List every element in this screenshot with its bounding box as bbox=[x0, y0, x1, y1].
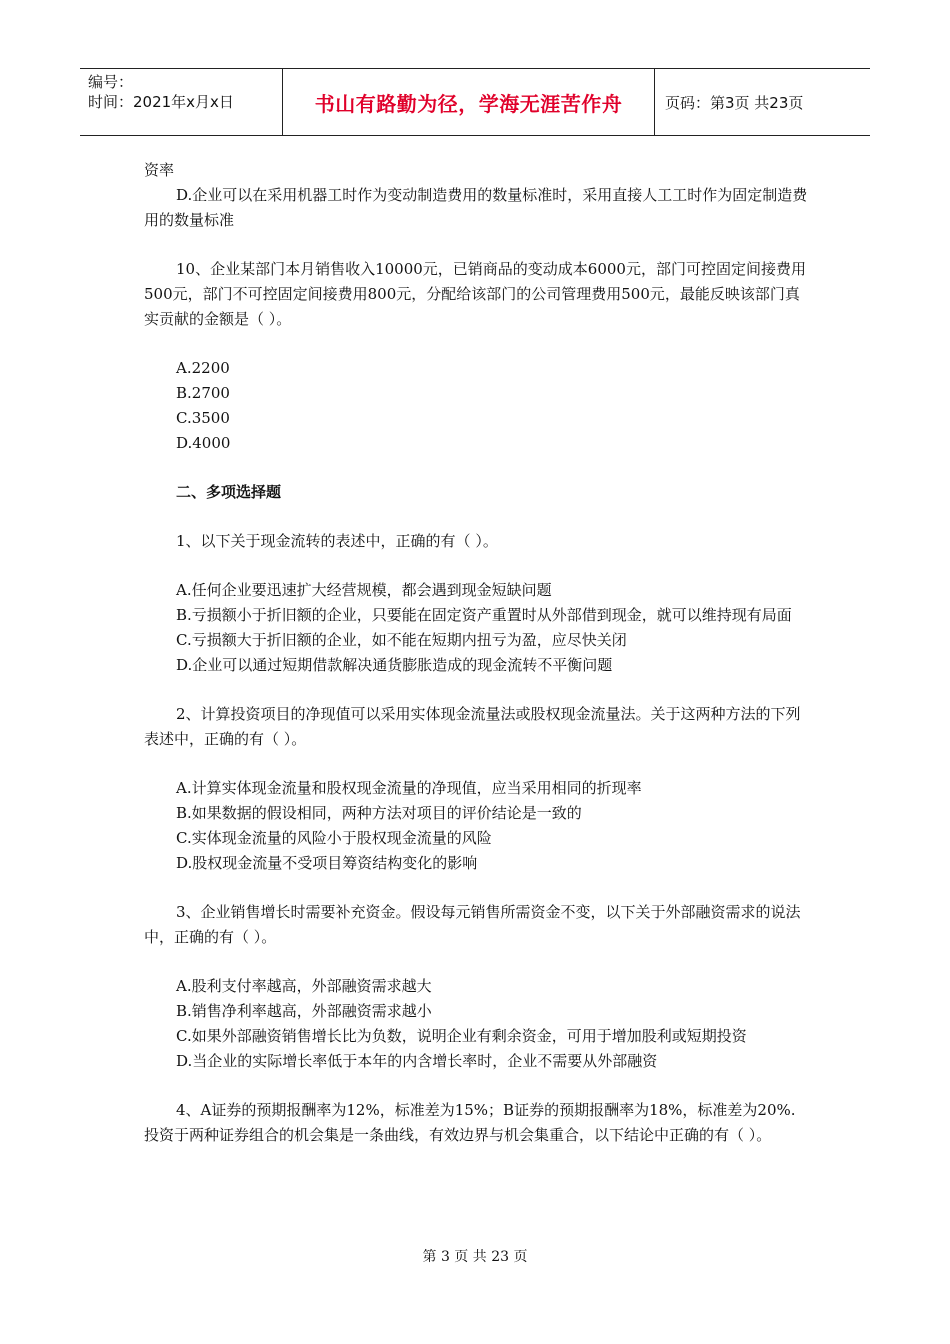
m3-stem: 3、企业销售增长时需要补充资金。假设每元销售所需资金不变，以下关于外部融资需求的说法中，正确的有（ ）。 bbox=[144, 903, 801, 946]
q10-stem: 10、企业某部门本月销售收入10000元，已销商品的变动成本6000元，部门可控固定间接费用500元，部门不可控固定间接费用800元，分配给该部门的公司管理费用500元，最能反映该部门真实贡献的金额是（ ）。 bbox=[144, 260, 806, 328]
header-page-label: 页码：第3页 共23页 bbox=[665, 93, 804, 112]
m3-option-a: A.股利支付率越高，外部融资需求越大 bbox=[176, 977, 432, 995]
m4-stem: 4、A证券的预期报酬率为12%，标准差为15%；B证券的预期报酬率为18%，标准差为20%.投资于两种证券组合的机会集是一条曲线，有效边界与机会集重合，以下结论中正确的有（ ）。 bbox=[144, 1101, 796, 1144]
document-body bbox=[144, 158, 808, 1148]
m1-option-a: A.任何企业要迅速扩大经营规模，都会遇到现金短缺问题 bbox=[176, 581, 552, 599]
header-meta-cell bbox=[80, 69, 283, 135]
header-motto: 书山有路勤为径，学海无涯苦作舟 bbox=[283, 69, 655, 135]
page-footer: 第 3 页 共 23 页 bbox=[422, 1249, 528, 1265]
q10-option-a: A.2200 bbox=[176, 359, 230, 377]
m1-stem: 1、以下关于现金流转的表述中，正确的有（ ）。 bbox=[176, 532, 498, 550]
m3-option-b: B.销售净利率越高，外部融资需求越小 bbox=[176, 1002, 432, 1020]
m1-option-b: B.亏损额小于折旧额的企业，只要能在固定资产重置时从外部借到现金，就可以维持现有局面 bbox=[176, 606, 792, 624]
m2-option-b: B.如果数据的假设相同，两种方法对项目的评价结论是一致的 bbox=[176, 804, 582, 822]
m1-option-c: C.亏损额大于折旧额的企业，如不能在短期内扭亏为盈，应尽快关闭 bbox=[176, 631, 627, 649]
m1-option-d: D.企业可以通过短期借款解决通货膨胀造成的现金流转不平衡问题 bbox=[176, 656, 613, 674]
document-number-label: 编号： bbox=[88, 73, 134, 91]
q10-option-b: B.2700 bbox=[176, 384, 230, 402]
m2-option-d: D.股权现金流量不受项目筹资结构变化的影响 bbox=[176, 854, 478, 872]
q10-option-d: D.4000 bbox=[176, 434, 231, 452]
section-title: 二、多项选择题 bbox=[176, 483, 282, 501]
m2-option-a: A.计算实体现金流量和股权现金流量的净现值，应当采用相同的折现率 bbox=[176, 779, 642, 797]
q9-option-d: D.企业可以在采用机器工时作为变动制造费用的数量标准时，采用直接人工工时作为固定制造费用的数量标准 bbox=[144, 186, 808, 229]
m3-option-d: D.当企业的实际增长率低于本年的内含增长率时，企业不需要从外部融资 bbox=[176, 1052, 658, 1070]
m2-option-c: C.实体现金流量的风险小于股权现金流量的风险 bbox=[176, 829, 492, 847]
page-header bbox=[80, 68, 870, 136]
m3-option-c: C.如果外部融资销售增长比为负数，说明企业有剩余资金，可用于增加股利或短期投资 bbox=[176, 1027, 747, 1045]
m2-stem: 2、计算投资项目的净现值可以采用实体现金流量法或股权现金流量法。关于这两种方法的下列表述中，正确的有（ ）。 bbox=[144, 705, 801, 748]
q10-option-c: C.3500 bbox=[176, 409, 230, 427]
continued-text: 资率 bbox=[144, 161, 175, 179]
document-time-label: 时间：2021年x月x日 bbox=[88, 93, 234, 111]
